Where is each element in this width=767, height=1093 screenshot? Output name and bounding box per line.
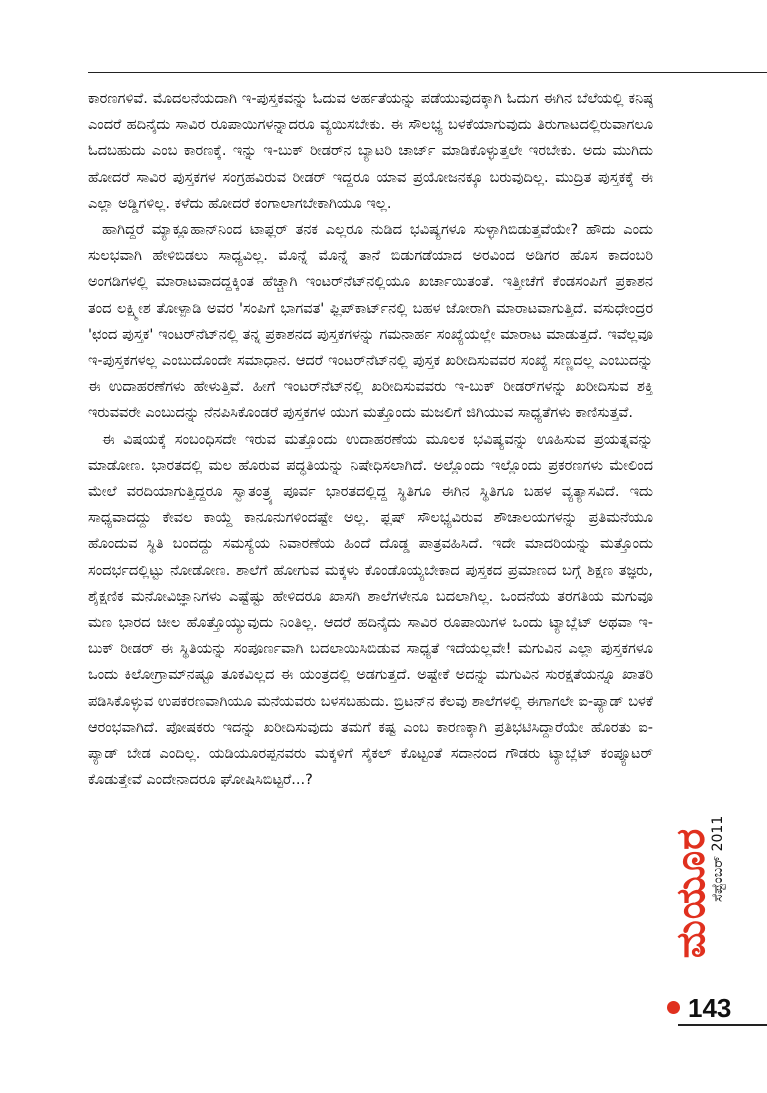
issue-label: ಸೆಪ್ಟೆಂಬರ್ 2011 [710, 815, 726, 902]
magazine-logo-wrap [668, 770, 714, 980]
issue-label-wrap [708, 770, 732, 980]
page-number: 143 [688, 993, 732, 1023]
accent-dot-icon [667, 1001, 680, 1014]
paragraph-3: ಈ ವಿಷಯಕ್ಕೆ ಸಂಬಂಧಿಸದೇ ಇರುವ ಮತ್ತೊಂದು ಉದಾಹರಣೆಯ ಮೂಲಕ ಭವಿಷ್ಯವನ್ನು ಊಹಿಸುವ ಪ್ರಯತ್ನವನ್ನು ಮಾಡೋಣ. ಭಾರತದಲ್ಲಿ ಮಲ ಹೊರುವ ಪದ್ಧತಿಯನ್ನು ನಿಷೇಧಿಸಲಾಗಿದೆ. ಅಲ್ಲೊಂದು ಇಲ್ಲೊಂದು ಪ್ರಕರಣಗಳು ಮೇಲಿಂದ ಮೇಲೆ ವರದಿಯಾಗುತ್ತಿದ್ದರೂ ಸ್ವಾತಂತ್ರ್ಯ ಪೂರ್ವ ಭಾರತದಲ್ಲಿದ್ದ ಸ್ಥಿತಿಗೂ ಈಗಿನ ಸ್ಥಿತಿಗೂ ಬಹಳ ವ್ಯತ್ಯಾಸವಿದೆ. ಇದು ಸಾಧ್ಯವಾದದ್ದು ಕೇವಲ ಕಾಯ್ದೆ ಕಾನೂನುಗಳಿಂದಷ್ಟೇ ಅಲ್ಲ. ಫ್ಲಷ್ ಸೌಲಭ್ಯವಿರುವ ಶೌಚಾಲಯಗಳನ್ನು ಪ್ರತಿಮನೆಯೂ ಹೊಂದುವ ಸ್ಥಿತಿ ಬಂದದ್ದು ಸಮಸ್ಯೆಯ ನಿವಾರಣೆಯ ಹಿಂದೆ ದೊಡ್ಡ ಪಾತ್ರವಹಿಸಿದೆ. ಇದೇ ಮಾದರಿಯನ್ನು ಮತ್ತೊಂದು ಸಂದರ್ಭದಲ್ಲಿಟ್ಟು ನೋಡೋಣ. ಶಾಲೆಗೆ ಹೋಗುವ ಮಕ್ಕಳು ಕೊಂಡೊಯ್ಯಬೇಕಾದ ಪುಸ್ತಕದ ಪ್ರಮಾಣದ ಬಗ್ಗೆ ಶಿಕ್ಷಣ ತಜ್ಞರು, ಶೈಕ್ಷಣಿಕ ಮನೋವಿಜ್ಞಾನಿಗಳು ಎಷ್ಟೆಷ್ಟು ಹೇಳಿದರೂ ಖಾಸಗಿ ಶಾಲೆಗಳೇನೂ ಬದಲಾಗಿಲ್ಲ. ಒಂದನೆಯ ತರಗತಿಯ ಮಗುವೂ ಮಣ ಭಾರದ ಚೀಲ ಹೊತ್ತೊಯ್ಯುವುದು ನಿಂತಿಲ್ಲ. ಆದರೆ ಹದಿನೈದು ಸಾವಿರ ರೂಪಾಯಿಗಳ ಒಂದು ಟ್ಯಾಬ್ಲೆಟ್ ಅಥವಾ ಇ-ಬುಕ್ ರೀಡರ್ ಈ ಸ್ಥಿತಿಯನ್ನು ಸಂಪೂರ್ಣವಾಗಿ ಬದಲಾಯಿಸಿಬಿಡುವ ಸಾಧ್ಯತೆ ಇದೆಯಲ್ಲವೇ! ಮಗುವಿನ ಎಲ್ಲಾ ಪುಸ್ತಕಗಳೂ ಒಂದು ಕಿಲೋಗ್ರಾಮ್‌ನಷ್ಟೂ ತೂಕವಿಲ್ಲದ ಈ ಯಂತ್ರದಲ್ಲಿ ಅಡಗುತ್ತದೆ. ಅಷ್ಟೇಕೆ ಅದನ್ನು ಮಗುವಿನ ಸುರಕ್ಷತೆಯನ್ನೂ ಖಾತರಿ ಪಡಿಸಿಕೊಳ್ಳುವ ಉಪಕರಣವಾಗಿಯೂ ಮನೆಯವರು ಬಳಸಬಹುದು. ಬ್ರಿಟನ್‌ನ ಕೆಲವು ಶಾಲೆಗಳಲ್ಲಿ ಈಗಾಗಲೇ ಐ-ಪ್ಯಾಡ್ ಬಳಕೆ ಆರಂಭವಾಗಿದೆ. ಪೋಷಕರು ಇದನ್ನು ಖರೀದಿಸುವುದು ತಮಗೆ ಕಷ್ಟ ಎಂಬ ಕಾರಣಕ್ಕಾಗಿ ಪ್ರತಿಭಟಿಸಿದ್ದಾರೆಯೇ ಹೊರತು ಐ-ಪ್ಯಾಡ್ ಬೇಡ ಎಂದಿಲ್ಲ. ಯಡಿಯೂರಪ್ಪನವರು ಮಕ್ಕಳಿಗೆ ಸೈಕಲ್ ಕೊಟ್ಟಂತೆ ಸದಾನಂದ ಗೌಡರು ಟ್ಯಾಬ್ಲೆಟ್ ಕಂಪ್ಯೂಟರ್ ಕೊಡುತ್ತೇವೆ ಎಂದೇನಾದರೂ ಘೋಷಿಸಿಬಿಟ್ಟರೆ...? [88, 431, 653, 789]
paragraph-2: ಹಾಗಿದ್ದರೆ ಮ್ಯಾಕ್ಲೂಹಾನ್‌ನಿಂದ ಟಾಫ್ಲರ್ ತನಕ ಎಲ್ಲರೂ ನುಡಿದ ಭವಿಷ್ಯಗಳೂ ಸುಳ್ಳಾಗಿಬಿಡುತ್ತವೆಯೇ? ಹೌದು ಎಂದು ಸುಲಭವಾಗಿ ಹೇಳಿಬಿಡಲು ಸಾಧ್ಯವಿಲ್ಲ. ಮೊನ್ನೆ ಮೊನ್ನೆ ತಾನೆ ಬಿಡುಗಡೆಯಾದ ಅರವಿಂದ ಅಡಿಗರ ಹೊಸ ಕಾದಂಬರಿ ಅಂಗಡಿಗಳಲ್ಲಿ ಮಾರಾಟವಾದದ್ದಕ್ಕಿಂತ ಹೆಚ್ಚಾಗಿ ಇಂಟರ್‌ನೆಟ್‌ನಲ್ಲಿಯೂ ಖರ್ಚಾಯಿತಂತೆ. ಇತ್ತೀಚೆಗೆ ಕೆಂಡಸಂಪಿಗೆ ಪ್ರಕಾಶನ ತಂದ ಲಕ್ಷ್ಮೀಶ ತೋಳ್ಪಾಡಿ ಅವರ 'ಸಂಪಿಗೆ ಭಾಗವತ' ಫ್ಲಿಪ್‌ಕಾರ್ಟ್‌ನಲ್ಲಿ ಬಹಳ ಜೋರಾಗಿ ಮಾರಾಟವಾಗುತ್ತಿದೆ. ವಸುಧೇಂದ್ರರ 'ಛಂದ ಪುಸ್ತಕ' ಇಂಟರ್‌ನೆಟ್‌ನಲ್ಲಿ ತನ್ನ ಪ್ರಕಾಶನದ ಪುಸ್ತಕಗಳನ್ನು ಗಮನಾರ್ಹ ಸಂಖ್ಯೆಯಲ್ಲೇ ಮಾರಾಟ ಮಾಡುತ್ತದೆ. ಇವೆಲ್ಲವೂ ಇ-ಪುಸ್ತಕಗಳಲ್ಲ ಎಂಬುದೊಂದೇ ಸಮಾಧಾನ. ಆದರೆ ಇಂಟರ್‌ನೆಟ್‌ನಲ್ಲಿ ಪುಸ್ತಕ ಖರೀದಿಸುವವರ ಸಂಖ್ಯೆ ಸಣ್ಣದಲ್ಲ ಎಂಬುದನ್ನು ಈ ಉದಾಹರಣೆಗಳು ಹೇಳುತ್ತಿವೆ. ಹೀಗೆ ಇಂಟರ್‌ನೆಟ್‌ನಲ್ಲಿ ಖರೀದಿಸುವವರು ಇ-ಬುಕ್ ರೀಡರ್‌ಗಳನ್ನು ಖರೀದಿಸುವ ಶಕ್ತಿ ಇರುವವರೇ ಎಂಬುದನ್ನು ನೆನಪಿಸಿಕೊಂಡರೆ ಪುಸ್ತಕಗಳ ಯುಗ ಮತ್ತೊಂದು ಮಜಲಿಗೆ ಜಿಗಿಯುವ ಸಾಧ್ಯತೆಗಳು ಕಾಣಿಸುತ್ತವೆ. [88, 222, 653, 422]
paragraph-1: ಕಾರಣಗಳಿವೆ. ಮೊದಲನೆಯದಾಗಿ ಇ-ಪುಸ್ತಕವನ್ನು ಓದುವ ಅರ್ಹತೆಯನ್ನು ಪಡೆಯುವುದಕ್ಕಾಗಿ ಓದುಗ ಈಗಿನ ಬೆಲೆಯಲ್ಲಿ ಕನಿಷ್ಠ ಎಂದರೆ ಹದಿನೈದು ಸಾವಿರ ರೂಪಾಯಿಗಳನ್ನಾದರೂ ವ್ಯಯಿಸಬೇಕು. ಈ ಸೌಲಭ್ಯ ಬಳಕೆಯಾಗುವುದು ತಿರುಗಾಟದಲ್ಲಿರುವಾಗಲೂ ಓದಬಹುದು ಎಂಬ ಕಾರಣಕ್ಕೆ. ಇನ್ನು ಇ-ಬುಕ್ ರೀಡರ್‌ನ ಬ್ಯಾಟರಿ ಚಾರ್ಜ್ ಮಾಡಿಕೊಳ್ಳುತ್ತಲೇ ಇರಬೇಕು. ಅದು ಮುಗಿದು ಹೋದರೆ ಸಾವಿರ ಪುಸ್ತಕಗಳ ಸಂಗ್ರಹವಿರುವ ರೀಡರ್ ಇದ್ದರೂ ಯಾವ ಪ್ರಯೋಜನಕ್ಕೂ ಬರುವುದಿಲ್ಲ. ಮುದ್ರಿತ ಪುಸ್ತಕಕ್ಕೆ ಈ ಎಲ್ಲಾ ಅಡ್ಡಿಗಳಿಲ್ಲ. ಕಳೆದು ಹೋದರೆ ಕಂಗಾಲಾಗಬೇಕಾಗಿಯೂ ಇಲ್ಲ. [88, 91, 653, 212]
footer-branding [668, 770, 746, 995]
article-body [88, 86, 653, 793]
magazine-logo: ಮಯೂರ [668, 827, 714, 959]
bottom-rule [678, 1024, 767, 1026]
top-rule [88, 72, 767, 73]
